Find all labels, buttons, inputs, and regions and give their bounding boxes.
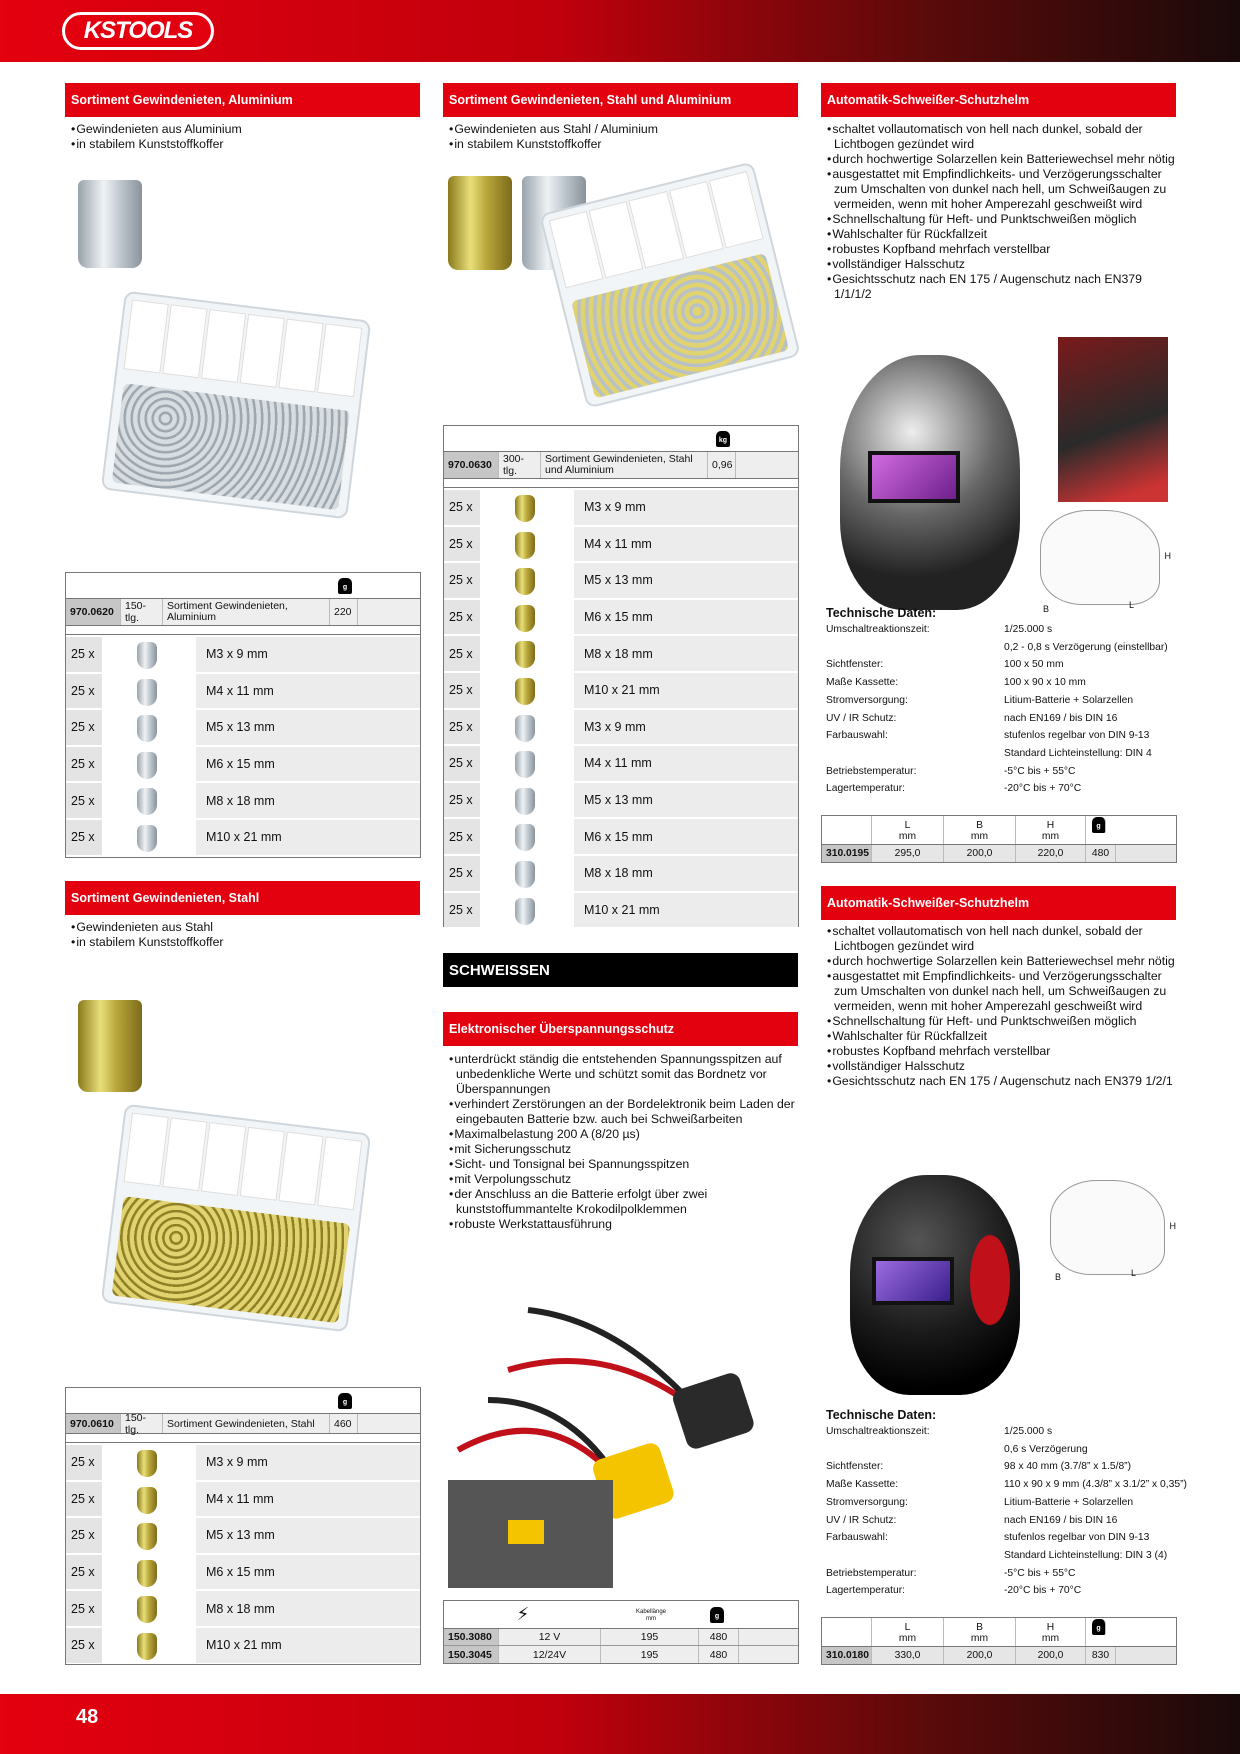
article-row: 310.0180 330,0 200,0 200,0 830 (822, 1647, 1176, 1664)
rivet-icon (137, 642, 157, 669)
product-table (65, 1387, 421, 1665)
helmet-sketch: B L H (1050, 1180, 1165, 1275)
table-row: 25 x M10 x 21 mm (444, 891, 798, 928)
table-row: 25 x M10 x 21 mm (66, 1626, 420, 1663)
table-row: 25 x M3 x 9 mm (444, 708, 798, 745)
table-row: 25 x M10 x 21 mm (66, 818, 420, 855)
tech-title: Technische Daten: (826, 606, 937, 620)
rivet-icon (515, 898, 535, 925)
rivet-icon (515, 532, 535, 559)
rivet-icon (137, 1633, 157, 1660)
rivet-icon (515, 861, 535, 888)
rivet-icon (137, 715, 157, 742)
table-row: 25 x M3 x 9 mm (66, 1443, 420, 1480)
tech-specs: Umschaltreaktionszeit: 1/25.000 s 0,2 - 0,8 s Verzögerung (einstellbar) Sichtfenster: 100 x 50 mm Maße Kassette: 100 x 90 x 10 mm Stromversorgung: Litium-Batterie + Solarzellen UV / IR Schutz: nach EN169 / bis DIN 16 Farbauswahl: stufenlos regelbar von DIN 9-13 Standard Lichteinstellung: DIN 4 Betriebstemperatur: -5°C bis + 55°C Lagertemperatur: -20°C bis + 70°C (826, 624, 1168, 795)
rivet-icon (137, 752, 157, 779)
rivet-icon (137, 1523, 157, 1550)
rivet-icon (515, 568, 535, 595)
rivet-image (78, 1000, 142, 1092)
bullet-list: • schaltet vollautomatisch von hell nach dunkel, sobald der Lichtbogen gezündet wird • durch hochwertige Solarzellen kein Batteriewechsel mehr nötig • ausgestattet mit Empfindlichkeits- und Verzögerungsschalter zum Umschalten von dunkel nach hell, um Schweißaugen zu vermeiden, wenn mit hoher Amperezahl geschweißt wird • Schnellschaltung für Heft- und Punktschweißen möglich • Wahlschalter für Rückfallzeit • robustes Kopfband mehrfach verstellbar • vollständiger Halsschutz • Gesichtsschutz nach EN 175 / Augenschutz nach EN379 1/2/1 (826, 924, 1176, 1089)
rivet-icon (137, 1450, 157, 1477)
helmet-sketch: B L H (1040, 510, 1160, 605)
rivet-icon (137, 825, 157, 852)
lightning-icon: ⚡ (516, 1604, 530, 1624)
section-title-aluminium: Sortiment Gewindenieten, Aluminium (65, 83, 420, 117)
table-row: 25 x M4 x 11 mm (66, 672, 420, 709)
page-number: 48 (76, 1706, 99, 1728)
rivet-image (78, 180, 142, 268)
weight-icon: g (1092, 1619, 1106, 1635)
table-row: 25 x M5 x 13 mm (444, 781, 798, 818)
table-row: 25 x M8 x 18 mm (444, 634, 798, 671)
table-row: 25 x M4 x 11 mm (444, 744, 798, 781)
surge-protector-image (448, 1280, 798, 1590)
table-row: 25 x M6 x 15 mm (66, 745, 420, 782)
photo-welder (1058, 337, 1168, 502)
product-table (443, 425, 799, 927)
table-row: 25 x M8 x 18 mm (66, 781, 420, 818)
rivet-icon (515, 788, 535, 815)
bullet-list: • Gewindenieten aus Aluminium • in stabilem Kunststoffkoffer (70, 122, 410, 152)
cable-length-header: Kabellänge mm (635, 1609, 667, 1622)
rivet-image (448, 176, 512, 270)
rivet-icon (515, 824, 535, 851)
article-row: 970.0620 150-tlg. Sortiment Gewindenieten, Aluminium 220 (66, 599, 420, 626)
rivet-icon (137, 1487, 157, 1514)
bullet-list: • schaltet vollautomatisch von hell nach dunkel, sobald der Lichtbogen gezündet wird • durch hochwertige Solarzellen kein Batteriewechsel mehr nötig • ausgestattet mit Empfindlichkeits- und Verzögerungsschalter zum Umschalten von dunkel nach hell, um Schweißaugen zu vermeiden, wenn mit hoher Amperezahl geschweißt wird • Schnellschaltung für Heft- und Punktschweißen möglich • Wahlschalter für Rückfallzeit • robustes Kopfband mehrfach verstellbar • vollständiger Halsschutz • Gesichtsschutz nach EN 175 / Augenschutz nach EN379 1/1/1/2 (826, 122, 1176, 302)
table-row: 25 x M6 x 15 mm (444, 598, 798, 635)
rivet-icon (515, 495, 535, 522)
ks-tools-logo: KSTOOLS (62, 12, 214, 50)
rivet-icon (137, 1560, 157, 1587)
table-row: 25 x M5 x 13 mm (444, 561, 798, 598)
weight-icon: g (338, 1393, 352, 1409)
weight-icon: g (1092, 817, 1106, 833)
rivet-icon (137, 1596, 157, 1623)
section-title-stahl: Sortiment Gewindenieten, Stahl (65, 881, 420, 915)
footer-bar (0, 1694, 1240, 1754)
weight-icon: kg (716, 431, 730, 447)
dimension-table: L mm B mm H mm g 310.0180 330,0 200,0 200,0 830 (821, 1617, 1177, 1665)
section-title-helmet: Automatik-Schweißer-Schutzhelm (821, 886, 1176, 920)
section-title-helmet: Automatik-Schweißer-Schutzhelm (821, 83, 1176, 117)
case-image (101, 1104, 372, 1333)
tech-title: Technische Daten: (826, 1408, 937, 1422)
category-title: SCHWEISSEN (443, 953, 798, 987)
bullet-list: • unterdrückt ständig die entstehenden Spannungsspitzen auf unbedenkliche Werte und schützt somit das Bordnetz vor Überspannungen • verhindert Zerstörungen an der Bordelektronik beim Laden der eingebauten Batterie bzw. auch bei Schweißarbeiten • Maximalbelastung 200 A (8/20 µs) • mit Sicherungsschutz • Sicht- und Tonsignal bei Spannungsspitzen • mit Verpolungsschutz • der Anschluss an die Batterie erfolgt über zwei kunststoffummantelte Krokodilpolklemmen • robuste Werkstattausführung (448, 1052, 798, 1232)
helmet-image (840, 355, 1020, 610)
table-row: 25 x M4 x 11 mm (444, 525, 798, 562)
rivet-icon (137, 679, 157, 706)
rivet-icon (515, 678, 535, 705)
helmet-image (850, 1175, 1020, 1395)
table-row: 25 x M6 x 15 mm (444, 817, 798, 854)
product-table (443, 1600, 799, 1664)
tech-specs: Umschaltreaktionszeit: 1/25.000 s 0,6 s Verzögerung Sichtfenster: 98 x 40 mm (3.7/8” x 1.5/8”) Maße Kassette: 110 x 90 x 9 mm (4.3/8” x 3.1/2” x 0,35”) Stromversorgung: Litium-Batterie + Solarzellen UV / IR Schutz: nach EN169 / bis DIN 16 Farbauswahl: stufenlos regelbar von DIN 9-13 Standard Lichteinstellung: DIN 3 (4) Betriebstemperatur: -5°C bis + 55°C Lagertemperatur: -20°C bis + 70°C (826, 1426, 1187, 1597)
table-row: 25 x M5 x 13 mm (66, 708, 420, 745)
table-row: 25 x M6 x 15 mm (66, 1553, 420, 1590)
weight-icon: g (338, 578, 352, 594)
weight-icon: g (710, 1607, 724, 1623)
table-row: 25 x M5 x 13 mm (66, 1516, 420, 1553)
table-row: 25 x M4 x 11 mm (66, 1480, 420, 1517)
section-title-stahl-aluminium: Sortiment Gewindenieten, Stahl und Aluminium (443, 83, 798, 117)
table-row: 25 x M3 x 9 mm (66, 635, 420, 672)
article-row: 970.0630 300-tlg. Sortiment Gewindenieten, Stahl und Aluminium 0,96 (444, 452, 798, 479)
bullet-list: • Gewindenieten aus Stahl / Aluminium • in stabilem Kunststoffkoffer (448, 122, 788, 152)
rivet-icon (515, 605, 535, 632)
case-image (101, 291, 372, 520)
article-row: 970.0610 150-tlg. Sortiment Gewindenieten, Stahl 460 (66, 1414, 420, 1434)
article-row: 150.3045 12/24V 195 480 (444, 1646, 798, 1663)
rivet-icon (515, 641, 535, 668)
rivet-icon (515, 751, 535, 778)
bullet-list: • Gewindenieten aus Stahl • in stabilem Kunststoffkoffer (70, 920, 410, 950)
table-row: 25 x M8 x 18 mm (444, 854, 798, 891)
table-row: 25 x M3 x 9 mm (444, 488, 798, 525)
rivet-icon (137, 788, 157, 815)
product-table (65, 572, 421, 858)
table-row: 25 x M8 x 18 mm (66, 1589, 420, 1626)
article-row: 150.3080 12 V 195 480 (444, 1629, 798, 1646)
dimension-table: L mm B mm H mm g 310.0195 295,0 200,0 220,0 480 (821, 815, 1177, 863)
table-row: 25 x M10 x 21 mm (444, 671, 798, 708)
article-row: 310.0195 295,0 200,0 220,0 480 (822, 845, 1176, 862)
rivet-icon (515, 715, 535, 742)
section-title-ueberspannung: Elektronischer Überspannungsschutz (443, 1012, 798, 1046)
